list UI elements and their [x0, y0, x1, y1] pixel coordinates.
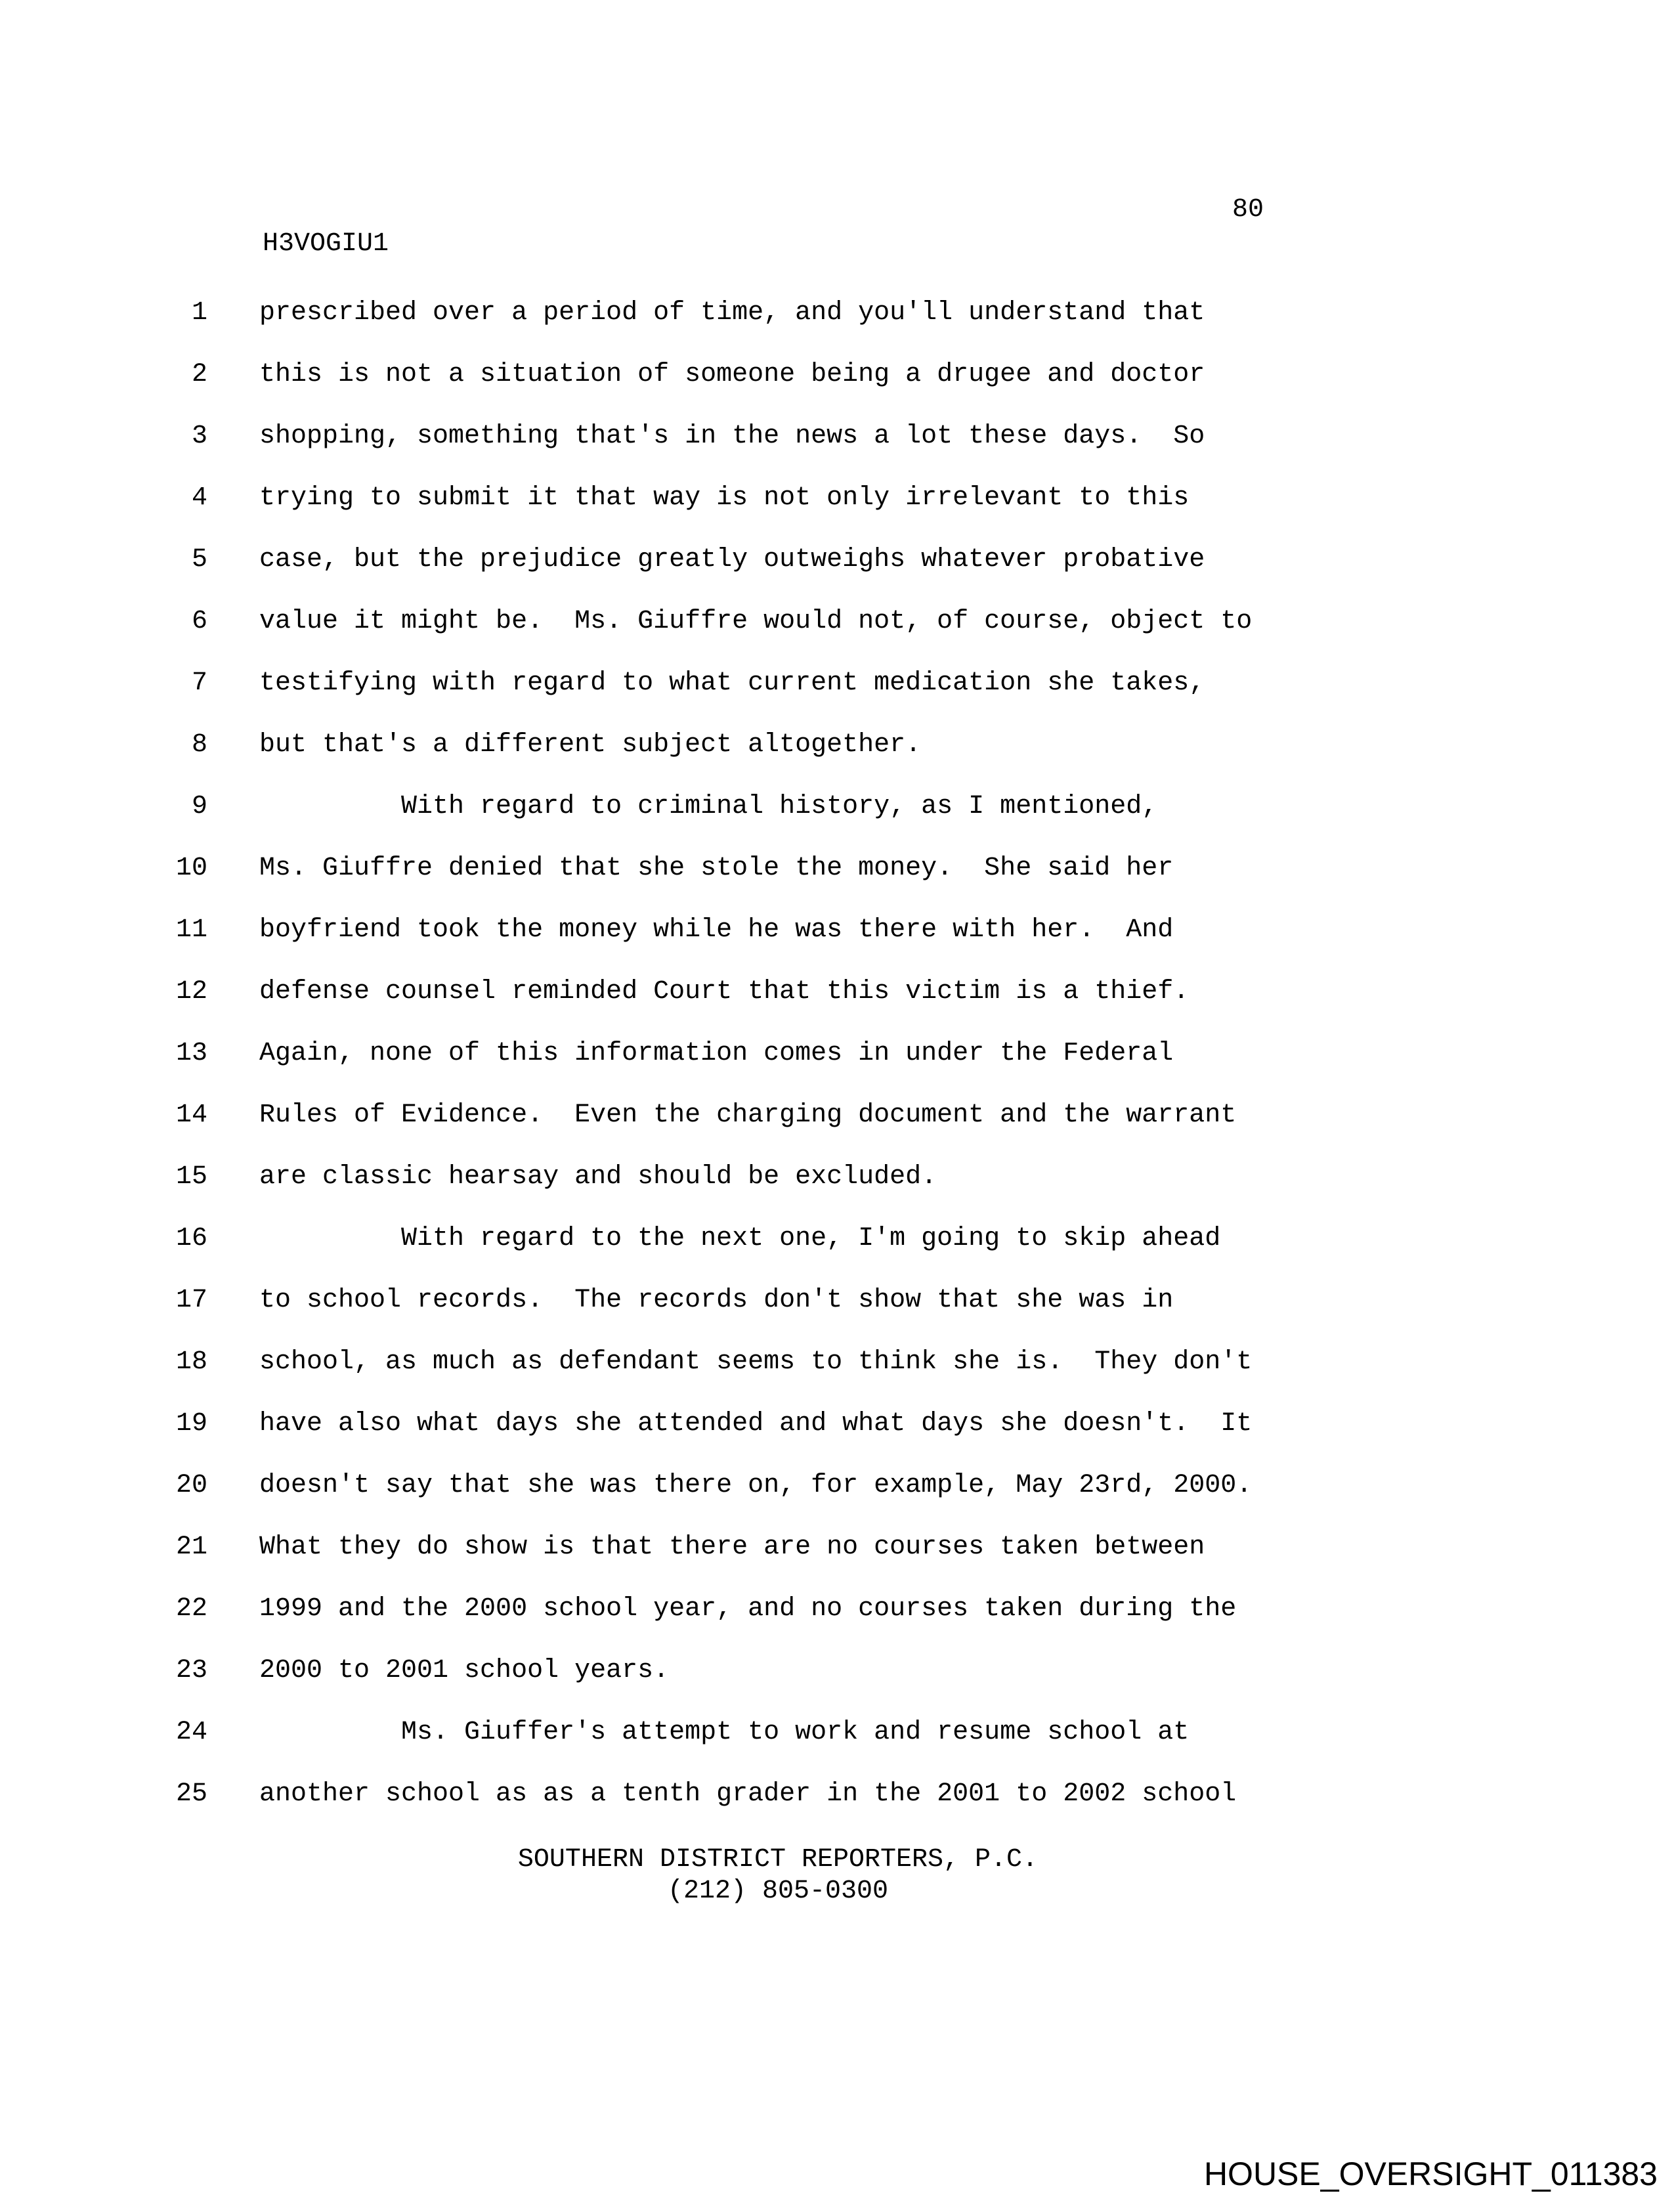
transcript-line: [0, 1702, 1674, 1764]
line-number: 2: [191, 360, 207, 389]
transcript-line: [0, 406, 1674, 467]
line-number: 11: [175, 915, 207, 945]
line-number: 9: [191, 792, 207, 821]
transcript-line: [0, 1023, 1674, 1085]
transcript-line: [0, 1455, 1674, 1517]
line-text: but that's a different subject altogether.: [259, 730, 922, 760]
line-number: 17: [175, 1286, 207, 1315]
line-number: 7: [191, 668, 207, 698]
line-number: 4: [191, 483, 207, 513]
footer: [259, 1844, 1297, 1907]
transcript-line: [0, 838, 1674, 900]
transcript-session-id: H3VOGIU1: [263, 229, 389, 259]
line-number: 24: [175, 1718, 207, 1747]
line-text: Ms. Giuffer's attempt to work and resume school at: [259, 1718, 1190, 1747]
transcript-line: [0, 1578, 1674, 1640]
line-text: boyfriend took the money while he was there with her. And: [259, 915, 1174, 945]
line-text: another school as as a tenth grader in the 2001 to 2002 school: [259, 1779, 1237, 1809]
line-number: 22: [175, 1594, 207, 1624]
transcript-line: [0, 344, 1674, 406]
line-number: 14: [175, 1100, 207, 1130]
line-text: have also what days she attended and what days she doesn't. It: [259, 1409, 1253, 1439]
transcript-line: [0, 1146, 1674, 1208]
line-text: With regard to the next one, I'm going to skip ahead: [259, 1224, 1221, 1253]
line-text: 2000 to 2001 school years.: [259, 1656, 670, 1685]
footer-phone: (212) 805-0300: [667, 1876, 889, 1906]
transcript-line: [0, 1270, 1674, 1332]
line-number: 3: [191, 422, 207, 451]
line-number: 8: [191, 730, 207, 760]
line-number: 10: [175, 854, 207, 883]
line-text: trying to submit it that way is not only irrelevant to this: [259, 483, 1190, 513]
page-number: 80: [1232, 195, 1264, 225]
line-number: 5: [191, 545, 207, 575]
line-text: What they do show is that there are no courses taken between: [259, 1532, 1205, 1562]
line-text: school, as much as defendant seems to think she is. They don't: [259, 1347, 1253, 1377]
line-number: 18: [175, 1347, 207, 1377]
line-text: this is not a situation of someone being a drugee and doctor: [259, 360, 1205, 389]
line-text: shopping, something that's in the news a lot these days. So: [259, 422, 1205, 451]
line-number: 12: [175, 977, 207, 1007]
line-text: prescribed over a period of time, and you'll understand that: [259, 298, 1205, 328]
transcript-line: [0, 900, 1674, 961]
transcript-line: [0, 1393, 1674, 1455]
line-text: case, but the prejudice greatly outweighs whatever probative: [259, 545, 1205, 575]
line-number: 13: [175, 1039, 207, 1068]
line-number: 19: [175, 1409, 207, 1439]
line-text: to school records. The records don't show that she was in: [259, 1286, 1174, 1315]
line-text: are classic hearsay and should be excluded.: [259, 1162, 937, 1192]
transcript-line: [0, 1332, 1674, 1393]
line-number: 21: [175, 1532, 207, 1562]
line-text: doesn't say that she was there on, for example, May 23rd, 2000.: [259, 1471, 1253, 1500]
transcript-body: [0, 282, 1674, 1825]
line-number: 25: [175, 1779, 207, 1809]
bates-stamp: HOUSE_OVERSIGHT_011383: [1203, 2156, 1658, 2192]
transcript-line: [0, 961, 1674, 1023]
line-text: testifying with regard to what current medication she takes,: [259, 668, 1205, 698]
line-text: With regard to criminal history, as I mentioned,: [259, 792, 1158, 821]
line-number: 6: [191, 607, 207, 636]
transcript-line: [0, 529, 1674, 591]
transcript-line: [0, 1517, 1674, 1578]
line-number: 16: [175, 1224, 207, 1253]
line-text: Ms. Giuffre denied that she stole the money. She said her: [259, 854, 1174, 883]
transcript-line: [0, 653, 1674, 714]
transcript-line: [0, 1208, 1674, 1270]
transcript-line: [0, 282, 1674, 344]
transcript-line: [0, 1764, 1674, 1825]
line-number: 23: [175, 1656, 207, 1685]
transcript-line: [0, 591, 1674, 653]
line-number: 1: [191, 298, 207, 328]
line-text: Again, none of this information comes in under the Federal: [259, 1039, 1174, 1068]
line-text: Rules of Evidence. Even the charging document and the warrant: [259, 1100, 1237, 1130]
transcript-line: [0, 1640, 1674, 1702]
transcript-line: [0, 714, 1674, 776]
transcript-line: [0, 776, 1674, 838]
line-text: defense counsel reminded Court that this victim is a thief.: [259, 977, 1190, 1007]
line-number: 20: [175, 1471, 207, 1500]
line-text: 1999 and the 2000 school year, and no courses taken during the: [259, 1594, 1237, 1624]
transcript-line: [0, 467, 1674, 529]
line-number: 15: [175, 1162, 207, 1192]
footer-reporter-name: SOUTHERN DISTRICT REPORTERS, P.C.: [517, 1845, 1039, 1875]
line-text: value it might be. Ms. Giuffre would not, of course, object to: [259, 607, 1253, 636]
transcript-line: [0, 1085, 1674, 1146]
